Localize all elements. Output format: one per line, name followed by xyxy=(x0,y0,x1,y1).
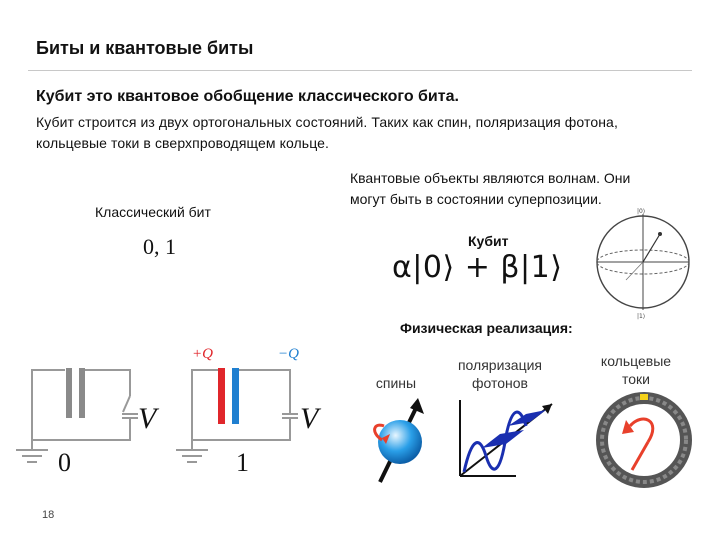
slide-title: Биты и квантовые биты xyxy=(36,38,254,58)
classical-bit-label: Классический бит xyxy=(95,204,211,220)
charge-minus-label: −Q xyxy=(278,346,299,362)
quantum-note: Квантовые объекты являются волнам. Они могут быть в состоянии суперпозиции. xyxy=(350,170,631,207)
photon-polarization-label: поляризация фотонов xyxy=(457,357,543,391)
bloch-sphere-diagram xyxy=(596,208,696,318)
photon-polarization-illustration xyxy=(446,386,566,486)
ring-current-illustration xyxy=(592,390,702,490)
qubit-label: Кубит xyxy=(468,233,509,249)
state-0-label: 0 xyxy=(58,448,71,477)
title-divider xyxy=(28,70,692,71)
charge-plus-label: +Q xyxy=(192,346,213,362)
spin-illustration xyxy=(362,392,442,492)
bloch-bottom-label: |1⟩ xyxy=(637,313,646,320)
physical-realization-label: Физическая реализация: xyxy=(400,320,573,336)
slide-subtitle: Кубит это квантовое обобщение классического бита. xyxy=(36,88,459,105)
voltage-label-0: V xyxy=(138,402,157,435)
state-1-label: 1 xyxy=(236,448,249,477)
page-number: 18 xyxy=(42,509,55,521)
intro-text: Кубит строится из двух ортогональных состояний. Таких как спин, поляризация фотона, кольцевые токи в сверхпроводящем кольце. xyxy=(36,114,618,151)
voltage-label-1: V xyxy=(300,402,319,435)
spins-label: спины xyxy=(375,375,417,391)
bloch-top-label: |0⟩ xyxy=(637,208,646,215)
qubit-formula: α|0⟩ + β|1⟩ xyxy=(392,250,563,285)
ring-currents-label: кольцевые токи xyxy=(600,353,672,387)
classical-bit-values: 0, 1 xyxy=(143,234,176,259)
